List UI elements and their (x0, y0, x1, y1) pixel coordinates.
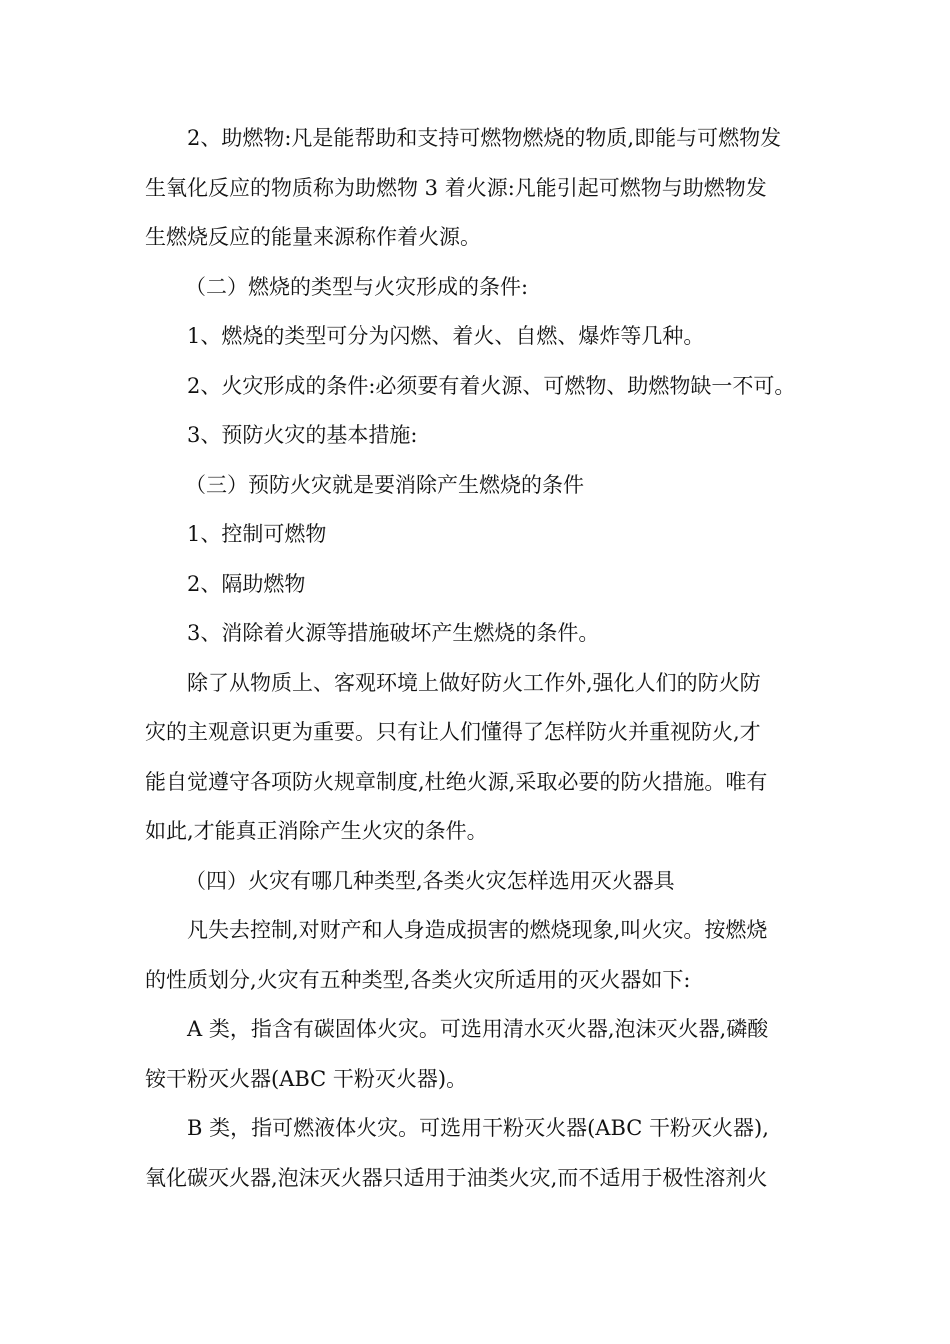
text-line: 如此,才能真正消除产生火灾的条件。 (145, 819, 488, 843)
text-line: 3、消除着火源等措施破坏产生燃烧的条件。 (187, 621, 600, 645)
text-line: 生燃烧反应的能量来源称作着火源。 (145, 225, 481, 249)
text-line: 的性质划分,火灾有五种类型,各类火灾所适用的灭火器如下: (145, 967, 691, 992)
section-heading-2 (145, 263, 810, 313)
text-line: 1、燃烧的类型可分为闪燃、着火、自燃、爆炸等几种。 (187, 324, 705, 348)
text-line: 2、隔助燃物 (187, 571, 306, 596)
text-line: 1、控制可燃物 (187, 522, 327, 546)
list-item (145, 312, 810, 362)
paragraph-combustion-support (145, 114, 810, 263)
list-item (145, 411, 810, 461)
text-line: （二）燃烧的类型与火灾形成的条件: (185, 274, 529, 299)
text-line: A 类，指含有碳固体火灾。可选用清水灭火器,泡沫灭火器,磷酸 (187, 1017, 769, 1041)
paragraph-fire-definition (145, 906, 810, 1005)
paragraph-awareness (145, 659, 810, 857)
paragraph-class-a (145, 1005, 810, 1104)
text-line: 灾的主观意识更为重要。只有让人们懂得了怎样防火并重视防火,才 (145, 720, 761, 744)
text-line: 2、火灾形成的条件:必须要有着火源、可燃物、助燃物缺一不可。 (187, 373, 796, 398)
text-line: 凡失去控制,对财产和人身造成损害的燃烧现象,叫火灾。按燃烧 (187, 918, 768, 942)
list-item (145, 560, 810, 610)
text-line: （三）预防火灾就是要消除产生燃烧的条件 (185, 472, 584, 497)
paragraph-class-b (145, 1104, 810, 1203)
list-item (145, 510, 810, 560)
text-line: 氧化碳灭火器,泡沫灭火器只适用于油类火灾,而不适用于极性溶剂火 (145, 1165, 768, 1190)
text-line: 能自觉遵守各项防火规章制度,杜绝火源,采取必要的防火措施。唯有 (145, 769, 768, 794)
document-body (145, 114, 810, 1203)
section-heading-3 (145, 461, 810, 511)
text-line: （四）火灾有哪几种类型,各类火灾怎样选用灭火器具 (185, 868, 675, 893)
text-line: 生氧化反应的物质称为助燃物 3 着火源:凡能引起可燃物与助燃物发 (145, 175, 767, 200)
text-line: 2、助燃物:凡是能帮助和支持可燃物燃烧的物质,即能与可燃物发 (187, 126, 782, 150)
list-item (145, 609, 810, 659)
text-line: 铵干粉灭火器(ABC 干粉灭火器)。 (145, 1066, 468, 1091)
list-item (145, 362, 810, 412)
section-heading-4 (145, 857, 810, 907)
text-line: 除了从物质上、客观环境上做好防火工作外,强化人们的防火防 (187, 670, 761, 695)
text-line: 3、预防火灾的基本措施: (187, 423, 418, 447)
text-line: B 类，指可燃液体火灾。可选用干粉灭火器(ABC 干粉灭火器), (187, 1116, 769, 1140)
